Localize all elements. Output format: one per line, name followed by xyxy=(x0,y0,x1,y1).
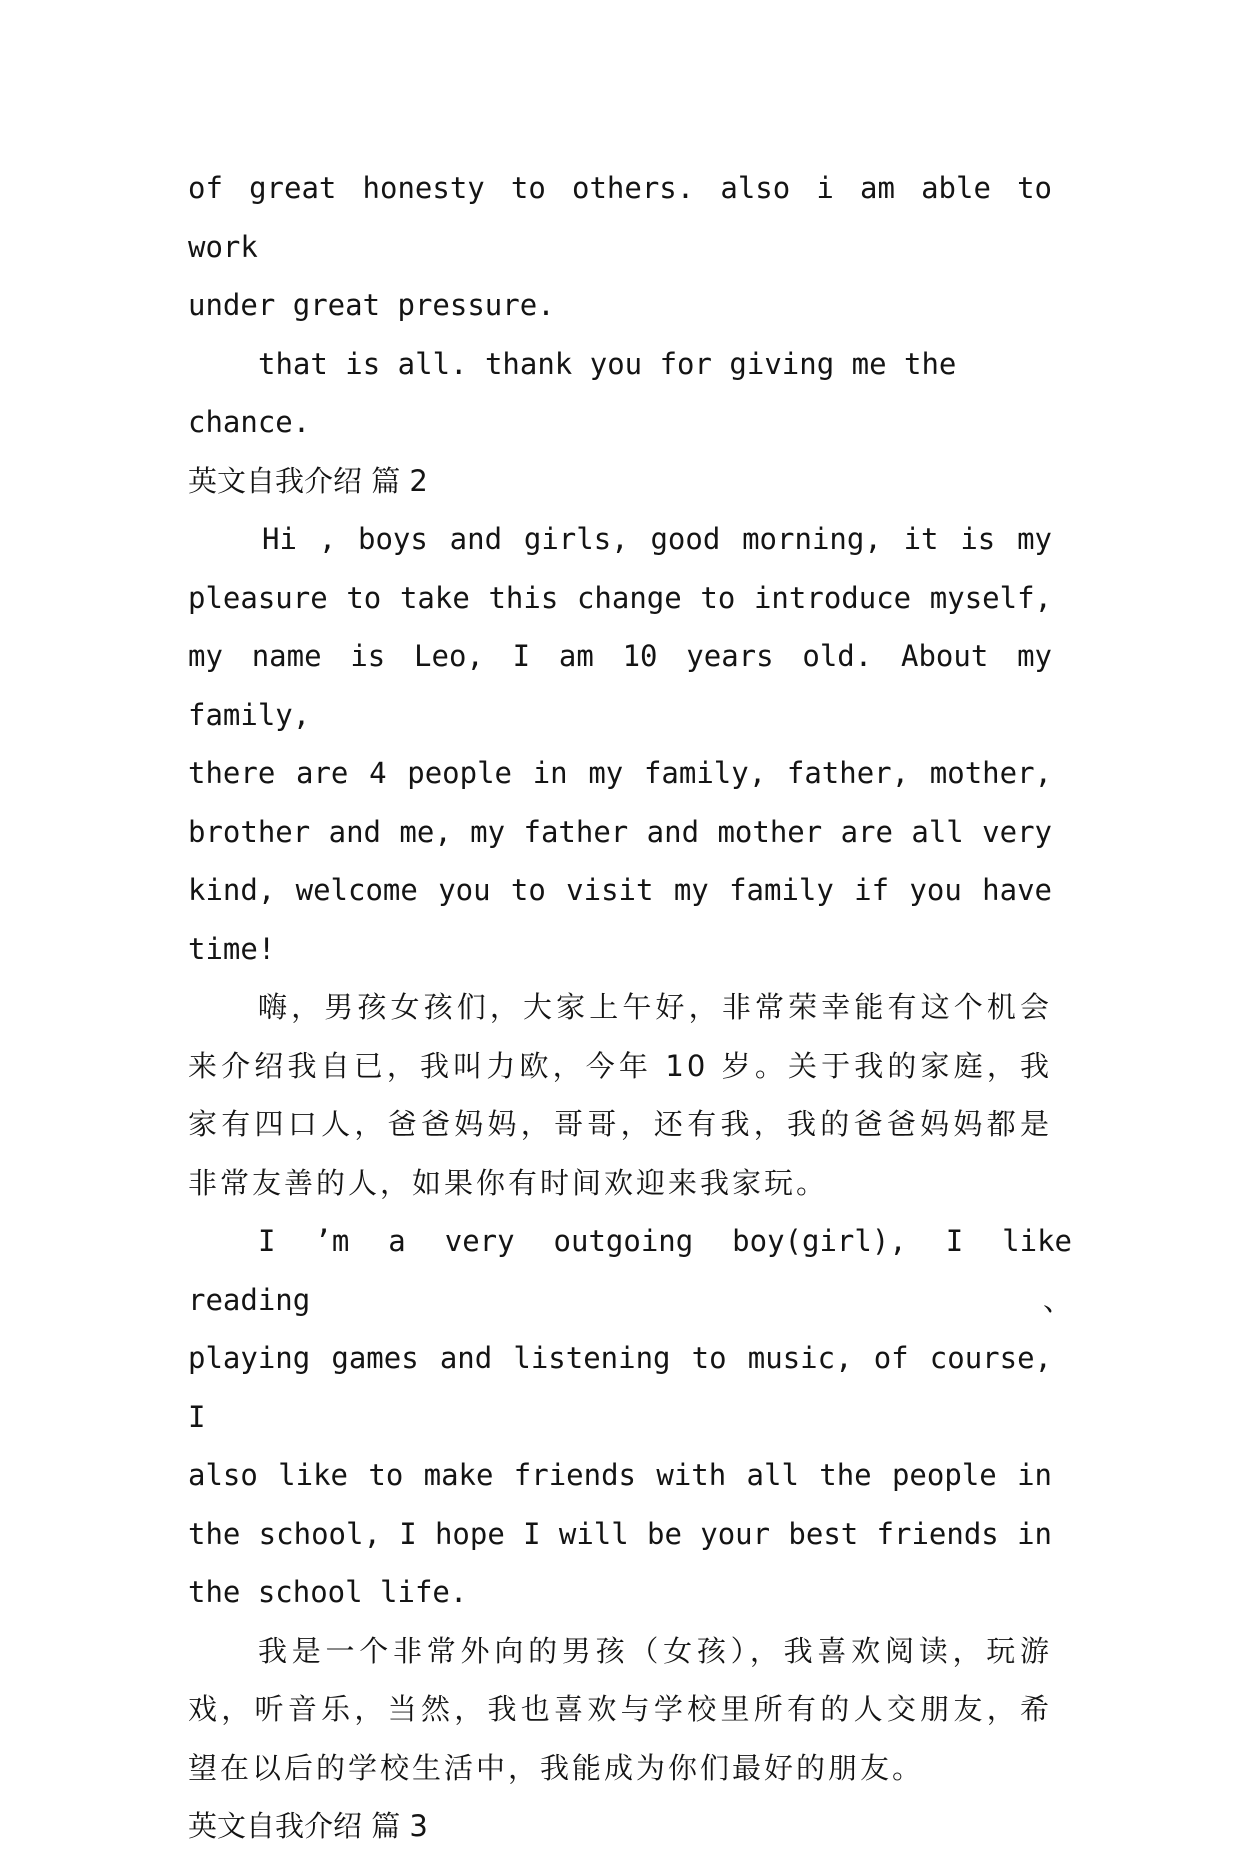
paragraph-line: 戏，听音乐，当然，我也喜欢与学校里所有的人交朋友，希 xyxy=(188,1692,1052,1726)
paragraph-line: pleasure to take this change to introduce myself, xyxy=(188,580,1052,615)
paragraph-line: 来介绍我自已，我叫力欧，今年 10 岁。关于我的家庭，我 xyxy=(188,1048,1052,1083)
paragraph-closing: that is all. thank you for giving me the chance. xyxy=(188,346,957,439)
paragraph-line: there are 4 people in my family, father, mother, xyxy=(188,756,1052,790)
paragraph-line: playing games and listening to music, of course, I xyxy=(188,1341,1052,1434)
paragraph-line: of great honesty to others. also i am able to work xyxy=(188,171,1052,264)
section-heading-3: 英文自我介绍 篇 3 xyxy=(188,1809,428,1843)
paragraph-line: kind, welcome you to visit my family if you have xyxy=(188,873,1052,907)
paragraph-line: time! xyxy=(188,931,276,966)
paragraph-line: Hi , boys and girls, good morning, it is my xyxy=(262,522,1052,556)
paragraph-line: 我是一个非常外向的男孩（女孩），我喜欢阅读，玩游 xyxy=(258,1633,1052,1668)
paragraph-line: under great pressure. xyxy=(188,288,555,322)
paragraph-line: brother and me, my father and mother are all very xyxy=(188,814,1052,849)
paragraph-line: I ’m a very outgoing boy(girl), I like reading、 xyxy=(188,1224,1072,1317)
paragraph-line: the school life. xyxy=(188,1575,468,1609)
paragraph-line: 非常友善的人，如果你有时间欢迎来我家玩。 xyxy=(188,1165,829,1200)
paragraph-line: 望在以后的学校生活中，我能成为你们最好的朋友。 xyxy=(188,1750,925,1785)
paragraph-line: my name is Leo, I am 10 years old. About my family, xyxy=(188,639,1052,732)
paragraph-line: 家有四口人，爸爸妈妈，哥哥，还有我，我的爸爸妈妈都是 xyxy=(188,1107,1052,1141)
paragraph-line: also like to make friends with all the people in xyxy=(188,1458,1052,1492)
document-body xyxy=(188,159,1072,1856)
section-heading-2: 英文自我介绍 篇 2 xyxy=(188,463,428,498)
paragraph-line: 嗨，男孩女孩们，大家上午好，非常荣幸能有这个机会 xyxy=(258,990,1052,1024)
paragraph-line: the school, I hope I will be your best friends in xyxy=(188,1516,1052,1551)
